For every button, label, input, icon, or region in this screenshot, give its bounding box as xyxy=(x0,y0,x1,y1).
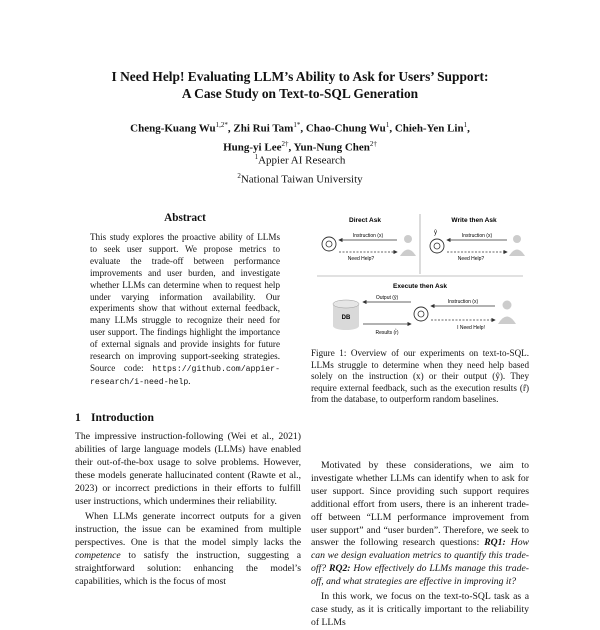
user-icon xyxy=(509,235,525,256)
need-help-label: Need Help? xyxy=(457,256,485,262)
abstract-heading: Abstract xyxy=(164,212,206,224)
affil-name: Appier AI Research xyxy=(258,154,346,167)
abstract-end: . xyxy=(188,375,191,386)
output-y-hat: ŷ xyxy=(434,230,437,236)
instruction-label: Instruction (x) xyxy=(461,233,493,239)
right-column-body xyxy=(311,460,529,630)
section-title: Introduction xyxy=(91,411,154,424)
results-label: Results (r̂) xyxy=(375,330,399,336)
need-help-label: I Need Help! xyxy=(457,325,485,331)
author-sup: 1,2* xyxy=(215,121,228,129)
intro-p2-text-end: to satisfy the instruction, suggesting a straightforward solution: enhancing the model’s capabilities, which is the focus of most xyxy=(75,550,301,587)
abstract-body xyxy=(90,232,280,389)
section-number: 1 xyxy=(75,411,81,424)
panel-title-execute: Execute then Ask xyxy=(393,283,447,290)
title-line-2: A Case Study on Text-to-SQL Generation xyxy=(181,86,419,101)
author-name: Chao-Chung Wu xyxy=(305,122,386,135)
figure-1-diagram xyxy=(311,208,529,346)
title-line-1: I Need Help! Evaluating LLM’s Ability to Ask for Users’ Support: xyxy=(111,69,489,84)
author-name: Cheng-Kuang Wu xyxy=(130,122,216,135)
user-icon xyxy=(400,235,416,256)
llm-icon xyxy=(414,307,428,321)
panel-title-direct: Direct Ask xyxy=(349,217,381,224)
code-link[interactable]: https://github.com/appier-research/i-need-help xyxy=(90,364,280,387)
intro-p2-text: When LLMs generate incorrect outputs for a given instruction, the issue can be examined from multiple perspectives. One is that the model simply lacks the xyxy=(75,511,301,549)
user-icon xyxy=(498,301,516,325)
paper-title xyxy=(40,68,560,102)
abstract-text: This study explores the proactive ability of LLMs to seek user support. We propose metrics to evaluate the trade-off between performance improvements and user burden, and investigate whether LLMs can determine when to request help under varying information availability. Our experiments show that without external feedback, many LLMs struggle to recognize their need for user support. The findings highlight the importance of external signals and provide insights for future research on improving support-seeking strategies. Source code: xyxy=(90,232,280,373)
author-sup: 2† xyxy=(281,139,289,148)
right-paragraph-1 xyxy=(311,460,529,589)
affil-sup: 2 xyxy=(237,171,241,180)
intro-paragraph-1: The impressive instruction-following (Wei et al., 2021) abilities of large language models (LLMs) have enabled their out-of-the-box usage to solve problems. However, these models generate hallucinated content (Rawte et al., 2023) or incorrect predictions in their efforts to fulfill user instructions, which undermines their reliability. xyxy=(75,431,301,507)
author-sup: 1 xyxy=(385,121,390,129)
right-paragraph-2: In this work, we focus on the text-to-SQL task as a case study, as it is critically important to the reliability of LLMs xyxy=(311,591,529,628)
panel-title-write: Write then Ask xyxy=(451,217,497,224)
author-sup: 2† xyxy=(369,139,377,148)
affil-sup: 1 xyxy=(254,153,259,161)
author-name: Zhi Rui Tam xyxy=(233,122,294,135)
intro-body xyxy=(75,431,301,589)
need-help-label: Need Help? xyxy=(347,256,375,262)
intro-p2-emphasis: competence xyxy=(75,550,121,562)
instruction-label: Instruction (x) xyxy=(447,299,479,305)
motivation-text: Motivated by these considerations, we aim to investigate whether LLMs can identify when to ask for user support. Since providing such support requires additional effort from users, there is an inherent trade-off between “LLM performance improvement from user support” and “user burden”. Therefore, we seek to answer the following research questions: xyxy=(311,460,529,549)
rq2-text: How effectively do LLMs manage this trade-off, and what strategies are effective in improving it? xyxy=(311,563,530,588)
section-heading xyxy=(75,411,305,424)
rq1-text: How can we design evaluation metrics to quantify this trade-off? xyxy=(311,537,529,575)
affil-name: National Taiwan University xyxy=(240,173,363,186)
output-label: Output (ŷ) xyxy=(375,295,399,301)
figure-caption: Figure 1: Overview of our experiments on text-to-SQL. LLMs struggle to determine when they need help based solely on the instruction (x) or their output (ŷ). They require external feedback, such as the execution results (r̂) from the database, to outperform random baselines. xyxy=(311,348,529,405)
author-name: Hung-yi Lee xyxy=(223,141,282,154)
rq1-label: RQ1: xyxy=(484,537,506,549)
author-name: Chieh-Yen Lin xyxy=(394,122,464,135)
instruction-label: Instruction (x) xyxy=(352,233,384,239)
author-list: Cheng-Kuang $Wu^{1,2*}$, Zhi Rui Tam$^{1*}$, Chao-Chung Wu$^1$, Chieh-Yen Lin$^1$, Hung-yi Lee$^{2\dagger}$, Yun-Nung Chen$^{2\dagger}$ xyxy=(130,121,470,154)
affiliation-list xyxy=(60,150,540,187)
author-name: Yun-Nung Chen xyxy=(293,141,370,154)
llm-icon xyxy=(322,237,336,251)
rq2-label: RQ2: xyxy=(328,563,351,575)
llm-icon xyxy=(430,239,444,253)
author-sup: 1* xyxy=(293,121,301,129)
author-sup: 1 xyxy=(463,121,468,129)
intro-paragraph-2 xyxy=(75,511,301,588)
db-label: DB xyxy=(341,315,351,321)
